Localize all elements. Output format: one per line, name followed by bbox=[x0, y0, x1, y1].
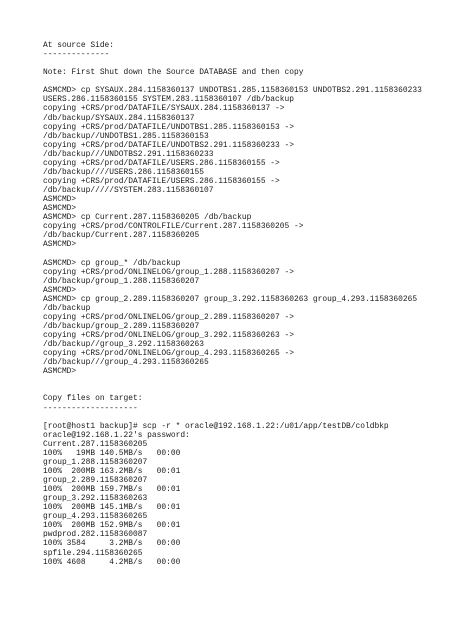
document-line: At source Side: bbox=[43, 41, 115, 50]
document-line: 100% 200MB 152.9MB/s 00:01 bbox=[43, 521, 181, 531]
document-line: copying +CRS/prod/DATAFILE/UNDOTBS2.291.1158360233 -> bbox=[43, 140, 294, 150]
document-line: group_1.288.1158360207 bbox=[43, 457, 148, 467]
document-line: Current.287.1158360205 bbox=[43, 439, 148, 449]
document-line: /db/backup////USERS.286.1158360155 bbox=[43, 167, 204, 177]
document-line: ASMCMD> bbox=[43, 367, 77, 377]
document-line: /db/backup bbox=[43, 303, 91, 313]
document-line: group_3.292.1158360263 bbox=[43, 494, 148, 504]
document-line bbox=[43, 413, 422, 422]
document-line: group_4.293.1158360265 bbox=[43, 512, 148, 522]
document-line: copying +CRS/prod/CONTROLFILE/Current.287.1158360205 -> bbox=[43, 222, 304, 232]
document-line: USERS.286.1158360155 SYSTEM.283.1158360107 /db/backup bbox=[43, 95, 294, 105]
document-line: /db/backup/group_2.289.1158360207 bbox=[43, 321, 200, 331]
document-line: 100% 19MB 140.5MB/s 00:00 bbox=[43, 448, 181, 458]
document-line: ASMCMD> bbox=[43, 240, 77, 250]
document-line: 100% 200MB 145.1MB/s 00:01 bbox=[43, 503, 181, 513]
document-line: /db/backup//UNDOTBS1.285.1158360153 bbox=[43, 131, 209, 141]
document-line: spfile.294.1158360265 bbox=[43, 548, 143, 558]
document-line: copying +CRS/prod/DATAFILE/USERS.286.1158360155 -> bbox=[43, 176, 280, 186]
document-line: 100% 4608 4.2MB/s 00:00 bbox=[43, 557, 181, 567]
document-line: copying +CRS/prod/ONLINELOG/group_1.288.1158360207 -> bbox=[43, 267, 294, 277]
document-line: -------------------- bbox=[43, 403, 138, 413]
document-line: oracle@192.168.1.22's password: bbox=[43, 430, 190, 440]
document-line: /db/backup///group_4.293.1158360265 bbox=[43, 358, 209, 368]
document-line: 100% 200MB 159.7MB/s 00:01 bbox=[43, 485, 181, 495]
document-line bbox=[43, 376, 422, 385]
document-line: pwdprod.282.1158360087 bbox=[43, 530, 148, 540]
document-line: copying +CRS/prod/DATAFILE/SYSAUX.284.1158360137 -> bbox=[43, 104, 285, 114]
document-line: 100% 3584 3.2MB/s 00:00 bbox=[43, 539, 181, 549]
document-line: copying +CRS/prod/ONLINELOG/group_2.289.1158360207 -> bbox=[43, 312, 294, 322]
document-line: ASMCMD> bbox=[43, 285, 77, 295]
document-line bbox=[43, 249, 422, 258]
document-line: ASMCMD> bbox=[43, 204, 77, 214]
document-line bbox=[43, 77, 422, 86]
document-line: group_2.289.1158360207 bbox=[43, 476, 148, 485]
document-line: /db/backup//group_3.292.1158360263 bbox=[43, 340, 204, 350]
document-line: /db/backup/group_1.288.1158360207 bbox=[43, 276, 200, 286]
document-line: Note: First Shut down the Source DATABASE and then copy bbox=[43, 68, 304, 78]
document-line: 100% 200MB 163.2MB/s 00:01 bbox=[43, 466, 181, 476]
document-line: ASMCMD> cp Current.287.1158360205 /db/backup bbox=[43, 213, 252, 223]
document-line: -------------- bbox=[43, 50, 110, 60]
document-line bbox=[43, 385, 422, 394]
document-line: /db/backup/SYSAUX.284.1158360137 bbox=[43, 113, 195, 123]
document-line: copying +CRS/prod/DATAFILE/USERS.286.1158360155 -> bbox=[43, 158, 280, 168]
document-line: /db/backup/////SYSTEM.283.1158360107 bbox=[43, 186, 214, 195]
document-line: copying +CRS/prod/ONLINELOG/group_3.292.1158360263 -> bbox=[43, 331, 294, 340]
document-line: /db/backup///UNDOTBS2.291.1158360233 bbox=[43, 149, 214, 159]
document-line: [root@host1 backup]# scp -r * oracle@192.168.1.22:/u01/app/testDB/coldbkp bbox=[43, 421, 389, 431]
terminal-log-text bbox=[43, 41, 422, 567]
document-line: copying +CRS/prod/DATAFILE/UNDOTBS1.285.1158360153 -> bbox=[43, 122, 294, 132]
document-line: ASMCMD> cp group_* /db/backup bbox=[43, 258, 181, 268]
document-line: ASMCMD> cp group_2.289.1158360207 group_3.292.1158360263 group_4.293.1158360265 bbox=[43, 294, 418, 304]
document-line: ASMCMD> cp SYSAUX.284.1158360137 UNDOTBS1.285.1158360153 UNDOTBS2.291.1158360233 bbox=[43, 86, 422, 96]
document-line bbox=[43, 59, 422, 68]
document-line: /db/backup/Current.287.1158360205 bbox=[43, 231, 200, 241]
document-line: Copy files on target: bbox=[43, 394, 143, 404]
document-line: copying +CRS/prod/ONLINELOG/group_4.293.1158360265 -> bbox=[43, 349, 294, 359]
document-line: ASMCMD> bbox=[43, 195, 77, 205]
